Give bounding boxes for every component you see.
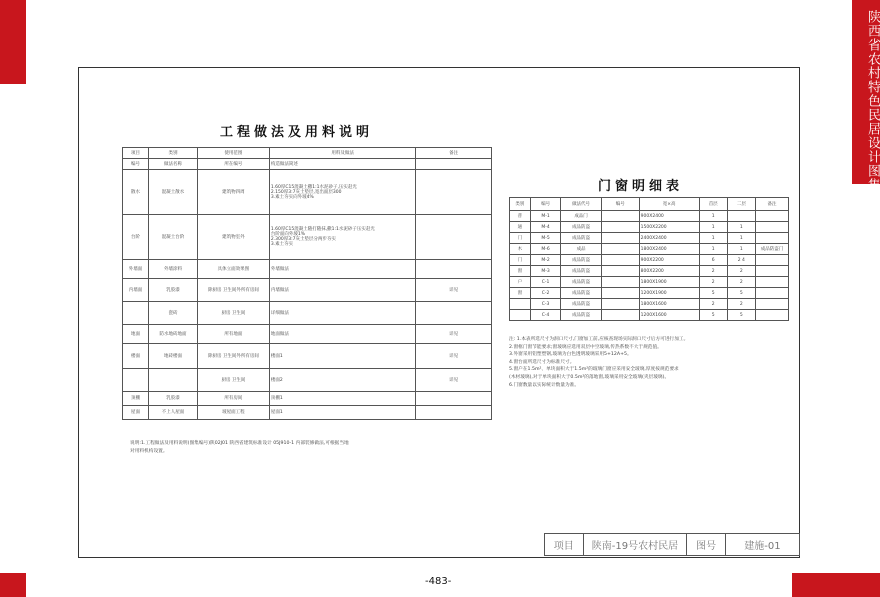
door-qty-first: 6 (699, 255, 727, 266)
door-row (510, 255, 789, 266)
door-size: 2400X2400 (639, 233, 699, 244)
door-sub-code (601, 222, 639, 233)
spec-row (123, 170, 492, 215)
page-number: -483- (425, 576, 452, 587)
door-category: 通 (510, 222, 531, 233)
spec-method: 详细做法 (269, 302, 416, 325)
spec-remark: 详见 (416, 325, 492, 344)
door-code: C-3 (530, 299, 561, 310)
spec-row (123, 302, 492, 325)
door-sub-code (601, 288, 639, 299)
door-code: M-4 (530, 222, 561, 233)
spec-range: 具体立面效果图 (198, 260, 270, 279)
door-size: 900X2400 (639, 211, 699, 222)
door-sub-code (601, 233, 639, 244)
door-type: 成品防盗 (561, 288, 601, 299)
door-code: C-1 (530, 277, 561, 288)
spec-range: 厨房 卫生间 (198, 369, 270, 392)
spec-note-line: 对用料机构设置。 (130, 449, 168, 454)
spec-row (123, 260, 492, 279)
spec-range: 所有房间 (198, 392, 270, 406)
spec-item: 顶棚 (123, 392, 149, 406)
door-category: 窗 (510, 288, 531, 299)
door-qty-second: 1 (727, 244, 755, 255)
door-note-line: 4.窗台面所选尺寸为标准尺寸。 (509, 359, 575, 365)
spec-remark (416, 159, 492, 170)
spec-type: 瓷砖 (149, 302, 198, 325)
title-block (544, 533, 800, 556)
door-qty-second (727, 211, 755, 222)
spec-type: 不上人屋面 (149, 406, 198, 420)
door-type: 成品防盗 (561, 233, 601, 244)
door-remark (755, 310, 788, 321)
spec-header-row (123, 148, 492, 159)
door-sub-code (601, 310, 639, 321)
door-remark (755, 233, 788, 244)
spec-item: 地面 (123, 325, 149, 344)
spec-method: 外墙做法 (269, 260, 416, 279)
door-header-cell: 备注 (755, 198, 788, 211)
door-qty-second: 2 (727, 299, 755, 310)
door-remark (755, 211, 788, 222)
door-row (510, 299, 789, 310)
spec-range: 建筑物室外 (198, 215, 270, 260)
spec-note-line: 说明:1.工程做法及用料说明(图集编号)陕02J01 陕西省建筑标准设计 05J910-1 内部装修做法,可根据当地 (130, 441, 349, 446)
door-qty-first: 1 (699, 222, 727, 233)
spec-item: 外墙面 (123, 260, 149, 279)
project-name: 陕南-19号农村民居 (584, 534, 688, 555)
door-code: C-2 (530, 288, 561, 299)
spec-range: 除厨房 卫生间外所有房间 (198, 344, 270, 369)
spec-type: 混凝土台阶 (149, 215, 198, 260)
door-note-line: 3.外窗采用铝塑塑钢,玻璃为白色透明玻璃采用5+12A+5。 (509, 352, 632, 358)
spec-type: 做法名称 (149, 159, 198, 170)
spec-row (123, 159, 492, 170)
spec-method: 地面做法 (269, 325, 416, 344)
door-header-cell: 二层 (727, 198, 755, 211)
door-qty-second: 2 (727, 266, 755, 277)
door-remark (755, 222, 788, 233)
door-size: 1800X1900 (639, 277, 699, 288)
door-row (510, 277, 789, 288)
spec-type: 乳胶漆 (149, 392, 198, 406)
door-remark (755, 288, 788, 299)
door-size: 900X2200 (639, 255, 699, 266)
project-label: 项目 (545, 534, 584, 555)
door-remark (755, 266, 788, 277)
spec-title: 工程做法及用料说明 (220, 125, 374, 140)
spec-item: 内墙面 (123, 279, 149, 302)
door-type: 成品 (561, 244, 601, 255)
door-category (510, 310, 531, 321)
spec-method: 1.60厚C15混凝土随打随抹,撒1:1水泥砂子压实赶光 台阶面向外坡1% 2.300厚3:7灰土垫层分两步夯实 3.素土夯实 (269, 215, 416, 260)
drawing-label: 图号 (687, 534, 726, 555)
spec-item (123, 369, 149, 392)
spec-type: 地砖楼面 (149, 344, 198, 369)
door-category: 门 (510, 255, 531, 266)
door-qty-first: 2 (699, 277, 727, 288)
spec-remark (416, 170, 492, 215)
door-category: 窗 (510, 266, 531, 277)
spec-type: 乳胶漆 (149, 279, 198, 302)
side-tab-title: 陕西省农村特色民居设计图集 (865, 10, 880, 192)
spec-remark (416, 215, 492, 260)
door-qty-first: 5 (699, 310, 727, 321)
spec-remark: 详见 (416, 279, 492, 302)
door-header-cell: 类别 (510, 198, 531, 211)
door-type: 成品防盗 (561, 266, 601, 277)
door-row (510, 310, 789, 321)
door-type: 成品门 (561, 211, 601, 222)
spec-remark: 详见 (416, 344, 492, 369)
spec-method: 构造做法简述 (269, 159, 416, 170)
door-qty-second: 2 (727, 277, 755, 288)
door-code: M-1 (530, 211, 561, 222)
door-qty-first: 1 (699, 244, 727, 255)
door-size: 800X2200 (639, 266, 699, 277)
door-qty-second: 1 (727, 233, 755, 244)
spec-item: 屋面 (123, 406, 149, 420)
spec-remark (416, 392, 492, 406)
door-qty-first: 1 (699, 211, 727, 222)
spec-row (123, 406, 492, 420)
red-band-bottom-left (0, 573, 26, 597)
door-category (510, 299, 531, 310)
spec-row (123, 369, 492, 392)
drawing-number: 建施-01 (744, 541, 781, 552)
door-sub-code (601, 299, 639, 310)
door-header-cell: 做法代号 (561, 198, 601, 211)
spec-header-cell: 使用范围 (198, 148, 270, 159)
door-type: 成品防盗 (561, 310, 601, 321)
spec-range: 建筑物四周 (198, 170, 270, 215)
door-type: 成品防盗 (561, 277, 601, 288)
door-qty-second: 2 4 (727, 255, 755, 266)
door-remark (755, 277, 788, 288)
door-note-line: 注: 1.本表所选尺寸为洞口尺寸,门窗加工前,应核查现场实际洞口尺寸后方可进行加工。 (509, 337, 689, 342)
door-category: 户 (510, 277, 531, 288)
spec-table (122, 147, 492, 420)
door-row (510, 244, 789, 255)
door-remark: 成品防盗门 (755, 244, 788, 255)
spec-remark: 详见 (416, 369, 492, 392)
door-size: 1200X1900 (639, 288, 699, 299)
door-size: 1200X1600 (639, 310, 699, 321)
door-category: 普 (510, 211, 531, 222)
spec-remark (416, 260, 492, 279)
spec-method: 1.60厚C15混凝土撒1:1水泥砂子,压实赶光 2.150厚3:7灰土垫层,宽出面层300 3.素土夯实向外坡4% (269, 170, 416, 215)
spec-item: 台阶 (123, 215, 149, 260)
door-row (510, 233, 789, 244)
door-code: M-3 (530, 266, 561, 277)
spec-range: 所在编号 (198, 159, 270, 170)
door-qty-second: 5 (727, 288, 755, 299)
door-size: 1800X1600 (639, 299, 699, 310)
door-sub-code (601, 266, 639, 277)
door-note-line: 6.门窗数量以实际统计数量为准。 (509, 382, 580, 388)
door-remark (755, 299, 788, 310)
spec-method: 内墙做法 (269, 279, 416, 302)
spec-item (123, 302, 149, 325)
door-category: 木 (510, 244, 531, 255)
spec-range: 除厨房 卫生间外所有房间 (198, 279, 270, 302)
door-window-table (509, 197, 789, 321)
door-size: 1500X2200 (639, 222, 699, 233)
spec-note (130, 440, 430, 456)
door-note-line: (木材玻璃),对于单块面积大于0.5m²的落地窗,玻璃采用安全玻璃(夹层玻璃)。 (509, 374, 670, 380)
spec-header-cell: 类别 (149, 148, 198, 159)
spec-header-cell: 备注 (416, 148, 492, 159)
door-code: M-5 (530, 233, 561, 244)
door-sub-code (601, 244, 639, 255)
door-header-cell: 首层 (699, 198, 727, 211)
spec-remark (416, 406, 492, 420)
door-header-cell: 宽×高 (639, 198, 699, 211)
spec-remark (416, 302, 492, 325)
door-qty-first: 1 (699, 233, 727, 244)
door-row (510, 288, 789, 299)
door-category: 门 (510, 233, 531, 244)
door-row (510, 266, 789, 277)
spec-row (123, 344, 492, 369)
door-sub-code (601, 211, 639, 222)
spec-range: 坡屋面工程 (198, 406, 270, 420)
spec-method: 楼面2 (269, 369, 416, 392)
spec-method: 屋面1 (269, 406, 416, 420)
door-qty-second: 1 (727, 222, 755, 233)
spec-method: 顶棚1 (269, 392, 416, 406)
spec-range: 厨房 卫生间 (198, 302, 270, 325)
door-type: 成品防盗 (561, 222, 601, 233)
spec-type (149, 369, 198, 392)
spec-header-cell: 项目 (123, 148, 149, 159)
door-qty-first: 5 (699, 288, 727, 299)
door-size: 1800X2400 (639, 244, 699, 255)
door-sub-code (601, 255, 639, 266)
spec-header-cell: 用料及做法 (269, 148, 416, 159)
door-header-row (510, 198, 789, 211)
door-type: 成品防盗 (561, 299, 601, 310)
door-notes (509, 336, 794, 389)
spec-item: 楼面 (123, 344, 149, 369)
red-band-top-left (0, 0, 26, 84)
spec-type: 防水地砖地面 (149, 325, 198, 344)
door-row (510, 211, 789, 222)
door-code: M-2 (530, 255, 561, 266)
spec-type: 外墙涂料 (149, 260, 198, 279)
spec-row (123, 325, 492, 344)
door-sub-code (601, 277, 639, 288)
spec-type: 混凝土散水 (149, 170, 198, 215)
door-remark (755, 255, 788, 266)
door-header-cell: 编号 (601, 198, 639, 211)
door-qty-first: 2 (699, 299, 727, 310)
door-table-title: 门窗明细表 (598, 179, 684, 194)
red-band-bottom-right (792, 573, 880, 597)
door-header-cell: 编号 (530, 198, 561, 211)
spec-item: 散水 (123, 170, 149, 215)
spec-item: 编号 (123, 159, 149, 170)
door-code: C-4 (530, 310, 561, 321)
door-code: M-6 (530, 244, 561, 255)
door-row (510, 222, 789, 233)
door-qty-first: 2 (699, 266, 727, 277)
spec-range: 所有地面 (198, 325, 270, 344)
door-qty-second: 5 (727, 310, 755, 321)
door-type: 成品防盗 (561, 255, 601, 266)
door-note-line: 2.窗框门窗节能要求;窗玻璃应选用双层中空玻璃,传热系数不大于规范值。 (509, 344, 662, 350)
spec-row (123, 392, 492, 406)
door-note-line: 5.窗户在1.5m²、单块面积大于1.5m²的玻璃门窗应采用安全玻璃,厚度按规范要求 (509, 367, 679, 373)
spec-row (123, 215, 492, 260)
spec-row (123, 279, 492, 302)
spec-method: 楼面1 (269, 344, 416, 369)
